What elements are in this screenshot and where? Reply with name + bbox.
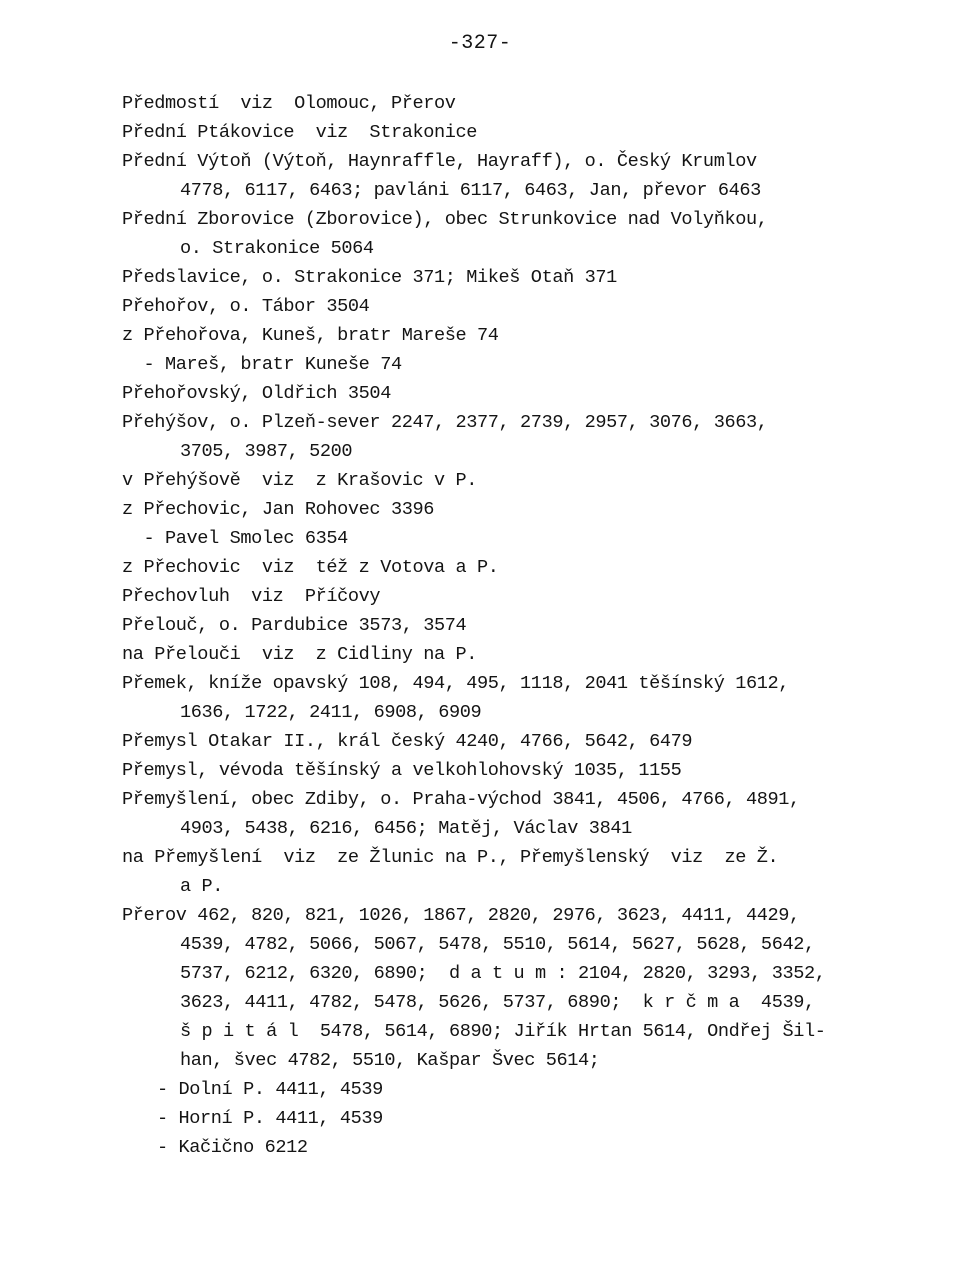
- index-line: Přehýšov, o. Plzeň-sever 2247, 2377, 2739, 2957, 3076, 3663,: [122, 412, 768, 433]
- index-line: Přední Ptákovice viz Strakonice: [122, 122, 478, 143]
- index-line: Přemyšlení, obec Zdiby, o. Praha-východ 3841, 4506, 4766, 4891,: [122, 789, 800, 810]
- index-line: Přemysl, vévoda těšínský a velkohlohovský 1035, 1155: [122, 760, 682, 781]
- index-line-continuation: š p i t á l 5478, 5614, 6890; Jiřík Hrtan 5614, Ondřej Šil-: [180, 1021, 826, 1042]
- index-line: Přechovluh viz Příčovy: [122, 586, 381, 607]
- index-subentry: - Dolní P. 4411, 4539: [157, 1079, 383, 1100]
- index-line: Přemysl Otakar II., král český 4240, 4766, 5642, 6479: [122, 731, 693, 752]
- index-line: Přední Výtoň (Výtoň, Haynraffle, Hayraff), o. Český Krumlov: [122, 151, 757, 172]
- index-subentry: - Kačično 6212: [157, 1137, 308, 1158]
- index-line: Přední Zborovice (Zborovice), obec Strunkovice nad Volyňkou,: [122, 209, 768, 230]
- index-line-continuation: 3705, 3987, 5200: [180, 441, 353, 462]
- index-line-continuation: 4903, 5438, 6216, 6456; Matěj, Václav 3841: [180, 818, 632, 839]
- index-line: na Přelouči viz z Cidliny na P.: [122, 644, 478, 665]
- index-line-continuation: o. Strakonice 5064: [180, 238, 374, 259]
- index-line-continuation: 4539, 4782, 5066, 5067, 5478, 5510, 5614, 5627, 5628, 5642,: [180, 934, 815, 955]
- index-subentry: - Mareš, bratr Kuneše 74: [122, 354, 402, 375]
- index-line: na Přemyšlení viz ze Žlunic na P., Přemyšlenský viz ze Ž.: [122, 847, 779, 868]
- index-line-continuation: han, švec 4782, 5510, Kašpar Švec 5614;: [180, 1050, 600, 1071]
- index-line-continuation: 1636, 1722, 2411, 6908, 6909: [180, 702, 482, 723]
- index-line-continuation: a P.: [180, 876, 224, 897]
- index-line: Přemek, kníže opavský 108, 494, 495, 1118, 2041 těšínský 1612,: [122, 673, 790, 694]
- index-line: Předslavice, o. Strakonice 371; Mikeš Otaň 371: [122, 267, 617, 288]
- index-line: Přelouč, o. Pardubice 3573, 3574: [122, 615, 467, 636]
- index-line: Předmostí viz Olomouc, Přerov: [122, 93, 456, 114]
- index-line: Přehořov, o. Tábor 3504: [122, 296, 370, 317]
- index-line: v Přehýšově viz z Krašovic v P.: [122, 470, 478, 491]
- index-subentry: - Pavel Smolec 6354: [122, 528, 348, 549]
- index-line-continuation: 4778, 6117, 6463; pavláni 6117, 6463, Jan, převor 6463: [180, 180, 761, 201]
- index-line: z Přehořova, Kuneš, bratr Mareše 74: [122, 325, 499, 346]
- index-line: Přerov 462, 820, 821, 1026, 1867, 2820, 2976, 3623, 4411, 4429,: [122, 905, 800, 926]
- index-line: z Přechovic viz též z Votova a P.: [122, 557, 499, 578]
- index-line: Přehořovský, Oldřich 3504: [122, 383, 391, 404]
- index-line-continuation: 3623, 4411, 4782, 5478, 5626, 5737, 6890; k r č m a 4539,: [180, 992, 815, 1013]
- index-line: z Přechovic, Jan Rohovec 3396: [122, 499, 434, 520]
- page-number: -327-: [448, 32, 512, 55]
- index-line-continuation: 5737, 6212, 6320, 6890; d a t u m : 2104, 2820, 3293, 3352,: [180, 963, 826, 984]
- index-subentry: - Horní P. 4411, 4539: [157, 1108, 383, 1129]
